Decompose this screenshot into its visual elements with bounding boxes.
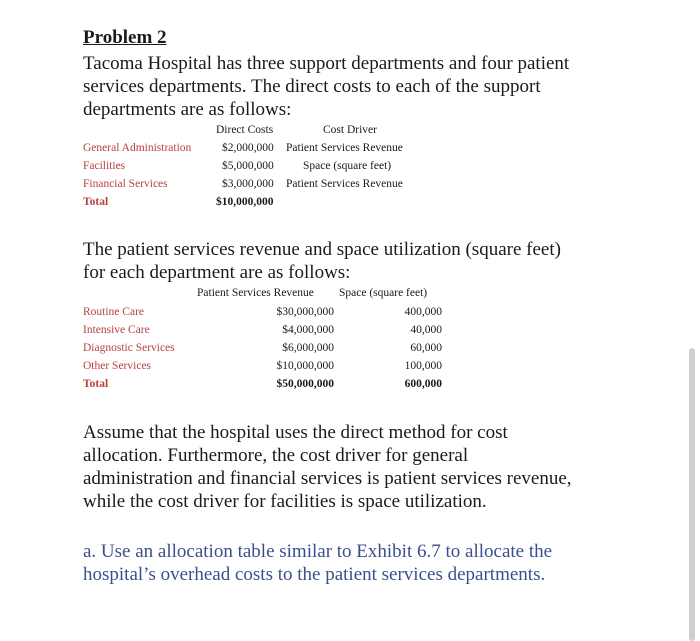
patient-row-revenue: $4,000,000 (282, 324, 334, 336)
support-row-driver: Space (square feet) (303, 160, 392, 172)
patient-total-label: Total (83, 378, 109, 390)
patient-row-revenue: $10,000,000 (276, 360, 334, 372)
patient-row-label: Other Services (83, 360, 152, 372)
intro-line-1: Tacoma Hospital has three support departments and four patient (83, 53, 570, 74)
patient-total-revenue: $50,000,000 (276, 378, 334, 390)
assumption-line-3: administration and financial services is patient services revenue, (83, 468, 572, 489)
intro-line-2: services departments. The direct costs to each of the support (83, 76, 541, 97)
support-total-cost: $10,000,000 (216, 196, 274, 208)
intro-line-3: departments are as follows: (83, 99, 292, 120)
revenue-intro-line-1: The patient services revenue and space utilization (square feet) (83, 239, 561, 260)
patient-row-revenue: $30,000,000 (276, 306, 334, 318)
patient-row-space: 60,000 (410, 342, 442, 354)
support-row-cost: $5,000,000 (222, 160, 274, 172)
patient-row-space: 400,000 (404, 306, 442, 318)
support-row-driver: Patient Services Revenue (286, 142, 403, 154)
patient-row-label: Routine Care (83, 306, 144, 318)
support-row-label: Financial Services (83, 178, 168, 190)
revenue-intro-line-2: for each department are as follows: (83, 262, 351, 283)
support-total-label: Total (83, 196, 109, 208)
patient-row-revenue: $6,000,000 (282, 342, 334, 354)
support-row-cost: $3,000,000 (222, 178, 274, 190)
patient-row-label: Diagnostic Services (83, 342, 175, 354)
assumption-line-1: Assume that the hospital uses the direct method for cost (83, 422, 508, 443)
patient-header-revenue: Patient Services Revenue (197, 287, 314, 299)
support-row-label: General Administration (83, 142, 192, 154)
question-line-1: a. Use an allocation table similar to Exhibit 6.7 to allocate the (83, 541, 553, 562)
patient-row-label: Intensive Care (83, 324, 150, 336)
patient-row-space: 100,000 (404, 360, 442, 372)
support-row-driver: Patient Services Revenue (286, 178, 403, 190)
problem-title: Problem 2 (83, 27, 167, 48)
question-line-2: hospital’s overhead costs to the patient services departments. (83, 564, 546, 585)
assumption-line-4: while the cost driver for facilities is space utilization. (83, 491, 487, 512)
patient-row-space: 40,000 (410, 324, 442, 336)
patient-total-space: 600,000 (404, 378, 442, 390)
patient-header-space: Space (square feet) (339, 287, 428, 299)
support-header-direct-costs: Direct Costs (216, 124, 274, 136)
support-header-cost-driver: Cost Driver (323, 124, 377, 136)
vertical-scrollbar[interactable] (689, 348, 695, 641)
support-row-cost: $2,000,000 (222, 142, 274, 154)
assumption-line-2: allocation. Furthermore, the cost driver for general (83, 445, 469, 466)
support-row-label: Facilities (83, 160, 126, 172)
